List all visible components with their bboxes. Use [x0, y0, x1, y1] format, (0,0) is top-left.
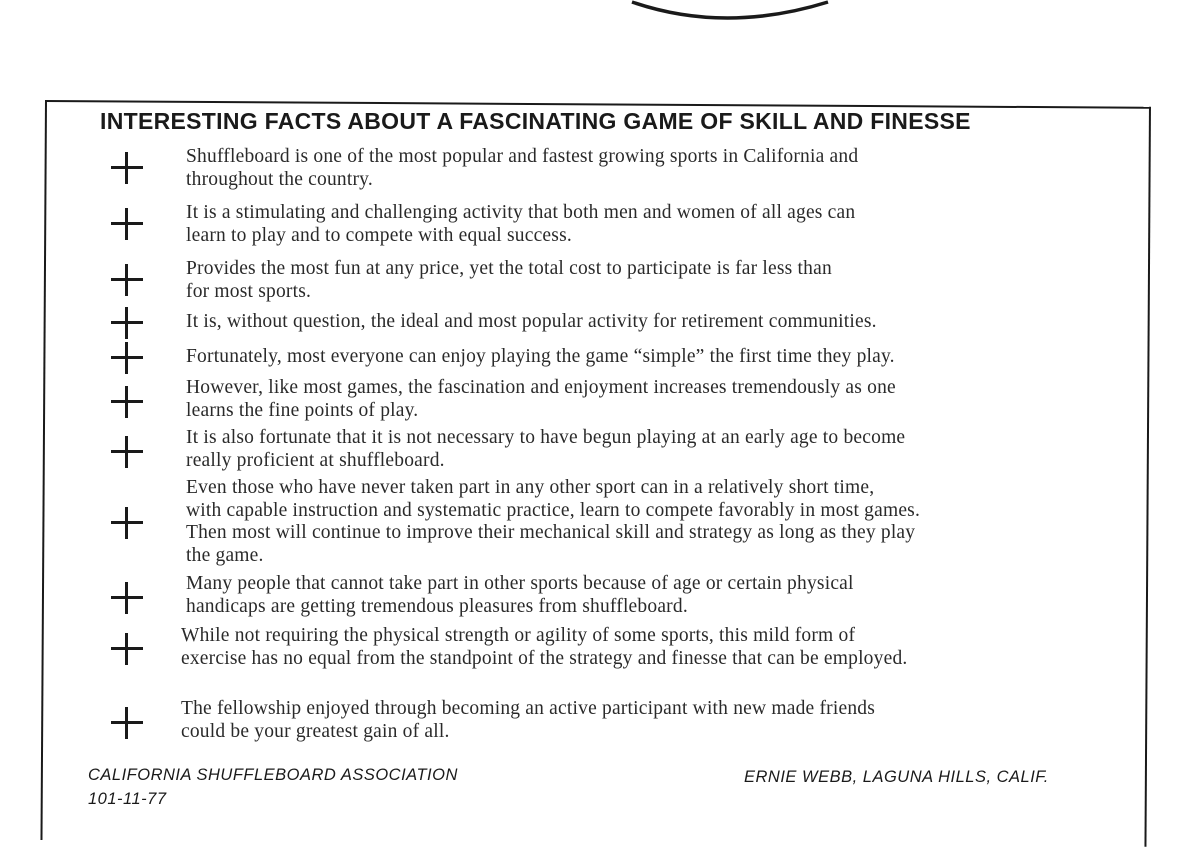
plus-icon: [111, 208, 143, 240]
plus-icon: [111, 152, 143, 184]
plus-icon: [111, 307, 143, 339]
plus-icon: [111, 342, 143, 374]
plus-icon: [111, 582, 143, 614]
footer-association: CALIFORNIA SHUFFLEBOARD ASSOCIATION: [88, 766, 458, 784]
card-title: INTERESTING FACTS ABOUT A FASCINATING GAME OF SKILL AND FINESSE: [100, 108, 971, 134]
plus-icon: [111, 436, 143, 468]
fact-text: Many people that cannot take part in other sports because of age or certain physical handicaps are getting tremendous pleasures from shuffleboard.: [186, 573, 854, 617]
plus-icon: [111, 707, 143, 739]
footer-author: ERNIE WEBB, LAGUNA HILLS, CALIF.: [744, 768, 1049, 786]
fact-text: It is a stimulating and challenging activity that both men and women of all ages can learn to play and to compete with equal success.: [186, 202, 856, 246]
plus-icon: [111, 633, 143, 665]
fact-text: It is also fortunate that it is not necessary to have begun playing at an early age to become really proficient at shuffleboard.: [186, 427, 906, 471]
fact-text: Shuffleboard is one of the most popular and fastest growing sports in California and throughout the country.: [186, 146, 859, 190]
fact-text: Provides the most fun at any price, yet the total cost to participate is far less than for most sports.: [186, 258, 832, 302]
fact-text: While not requiring the physical strength or agility of some sports, this mild form of exercise has no equal from the standpoint of the strategy and finesse that can be employed.: [181, 625, 908, 669]
footer-code: 101-11-77: [88, 790, 167, 808]
plus-icon: [111, 386, 143, 418]
fact-text: It is, without question, the ideal and most popular activity for retirement communities.: [186, 311, 877, 332]
fact-text: The fellowship enjoyed through becoming an active participant with new made friends could be your greatest gain of all.: [181, 698, 876, 742]
plus-icon: [111, 264, 143, 296]
fact-text: Even those who have never taken part in any other sport can in a relatively short time, with capable instruction and systematic practice, learn to compete favorably in most games. Then most will continue to improve their mechanical skill and strategy as long as they play the game.: [186, 477, 921, 566]
top-arc-decoration: [610, 0, 840, 26]
fact-text: However, like most games, the fascination and enjoyment increases tremendously as one learns the fine points of play.: [186, 377, 896, 421]
fact-text: Fortunately, most everyone can enjoy playing the game “simple” the first time they play.: [186, 346, 895, 367]
plus-icon: [111, 507, 143, 539]
